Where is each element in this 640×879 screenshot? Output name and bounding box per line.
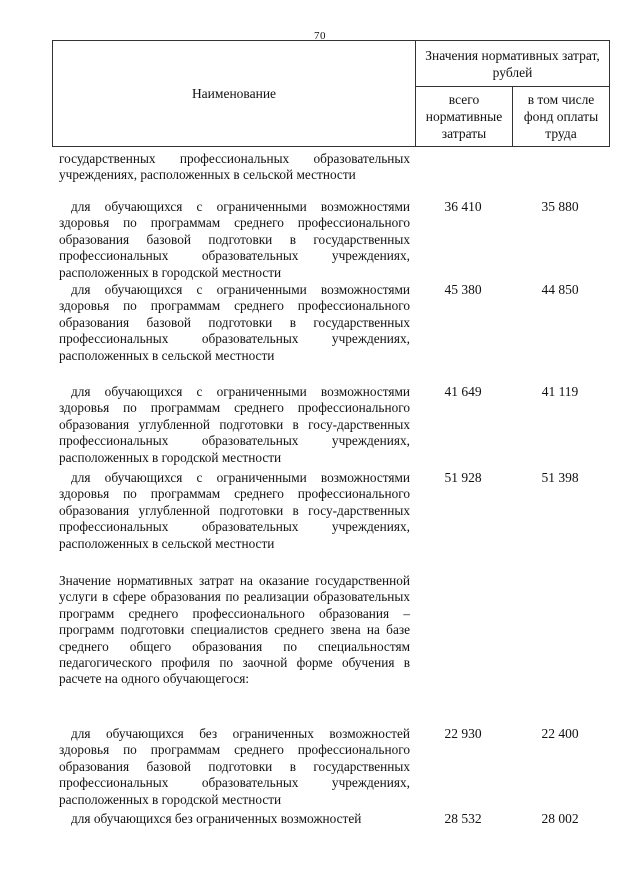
row-wage-value: 22 400 [541, 726, 579, 741]
row-total-value: 51 928 [444, 470, 482, 485]
row-total-value: 36 410 [444, 199, 482, 214]
row-text: для обучающихся с ограниченными возможностями здоровья по программам среднего профессионального образования базовой подготовки в государственных профессиональных образовательных учреждениях, расположенных в сельской местности [59, 282, 410, 363]
section-heading-text: Значение нормативных затрат на оказание государственной услуги в сфере образования по реализации образовательных программ среднего профессионального образования – программ подготовки специалистов среднего звена на базе среднего общего образования по специальностям педагогического профиля по заочной форме обучения в расчете на одного обучающегося: [59, 573, 410, 687]
row-text: государственных профессиональных образовательных учреждениях, расположенных в сельской местности [59, 151, 410, 183]
row-wage-value: 44 850 [541, 282, 579, 297]
row-total-value: 22 930 [444, 726, 482, 741]
row-total-value: 41 649 [444, 384, 482, 399]
row-wage-value: 51 398 [541, 470, 579, 485]
row-text: для обучающихся без ограниченных возможностей здоровья по программам среднего профессионального образования базовой подготовки в государственных профессиональных образовательных учреждениях, расположенных в городской местности [59, 726, 410, 807]
row-text: для обучающихся без ограниченных возможностей [71, 811, 362, 826]
page-number: 70 [314, 30, 326, 42]
header-values-group: Значения нормативных затрат, рублей [415, 40, 610, 87]
header-wage-fund: в том числе фонд оплаты труда [512, 86, 610, 147]
row-text: для обучающихся с ограниченными возможностями здоровья по программам среднего профессионального образования углубленной подготовки в госу-дарственных профессиональных образовательных учреждениях, расположенных в городской местности [59, 384, 410, 465]
row-text: для обучающихся с ограниченными возможностями здоровья по программам среднего профессионального образования базовой подготовки в государственных профессиональных образовательных учреждениях, расположенных в городской местности [59, 199, 410, 280]
row-wage-value: 28 002 [541, 811, 579, 826]
header-name-column: Наименование [52, 40, 416, 147]
row-text: для обучающихся с ограниченными возможностями здоровья по программам среднего профессионального образования углубленной подготовки в госу-дарственных профессиональных образовательных учреждениях, расположенных в сельской местности [59, 470, 410, 551]
header-total-costs: всего нормативные затраты [415, 86, 513, 147]
row-wage-value: 41 119 [541, 384, 579, 399]
row-total-value: 28 532 [444, 811, 482, 826]
row-wage-value: 35 880 [541, 199, 579, 214]
row-total-value: 45 380 [444, 282, 482, 297]
